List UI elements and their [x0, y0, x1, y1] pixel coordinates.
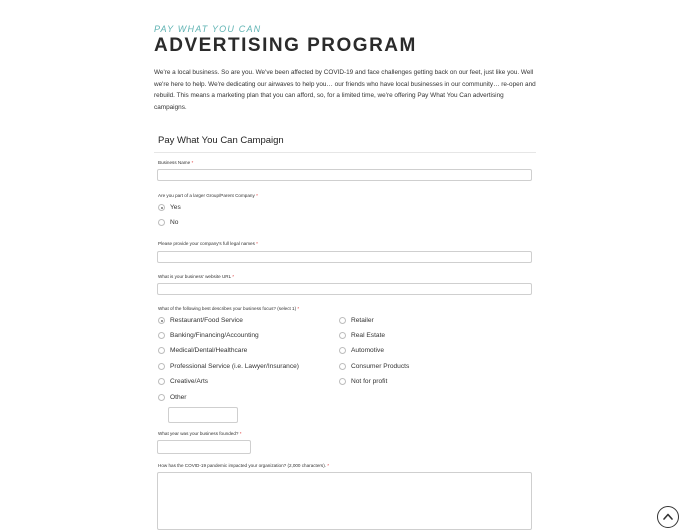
legal-names-label: Please provide your company's full legal names *: [158, 241, 258, 246]
covid-impact-label: How has the COVID-19 pandemic impacted your organization? (2,000 characters). *: [158, 463, 330, 468]
required-mark: *: [256, 193, 258, 198]
required-mark: *: [232, 274, 235, 279]
focus-option-other[interactable]: Other: [158, 394, 187, 401]
focus-option-banking[interactable]: Banking/Financing/Accounting: [158, 332, 259, 339]
radio-button[interactable]: [158, 394, 165, 401]
intro-paragraph: We're a local business. So are you. We've been affected by COVID-19 and face challenges getting back on our feet, just like you. Well we're here to help. We're dedicating our airwaves to help you… our friends who have local businesses in our community… re-open and rebuild. This means a marketing plan that you can afford, so, for a limited time, we're offering Pay What You Can advertising campaigns.: [154, 69, 536, 111]
parent-company-label: Are you part of a larger Group/Parent Company *: [158, 193, 258, 198]
focus-option-creative[interactable]: Creative/Arts: [158, 378, 208, 385]
page-eyebrow: PAY WHAT YOU CAN: [154, 24, 262, 34]
focus-option-automotive[interactable]: Automotive: [339, 347, 384, 354]
parent-company-no[interactable]: No: [158, 219, 178, 226]
website-label: What is your business' website URL *: [158, 274, 235, 279]
chevron-up-icon: [662, 511, 674, 523]
year-founded-input[interactable]: [157, 440, 251, 454]
required-mark: *: [191, 160, 194, 165]
required-mark: *: [327, 463, 330, 468]
radio-button[interactable]: [339, 317, 346, 324]
focus-option-retailer[interactable]: Retailer: [339, 317, 374, 324]
radio-button[interactable]: [158, 204, 165, 211]
page-title: ADVERTISING PROGRAM: [154, 35, 417, 56]
focus-option-restaurant[interactable]: Restaurant/Food Service: [158, 317, 243, 324]
radio-button[interactable]: [158, 219, 165, 226]
focus-option-medical[interactable]: Medical/Dental/Healthcare: [158, 347, 247, 354]
radio-button[interactable]: [158, 332, 165, 339]
parent-company-yes[interactable]: Yes: [158, 204, 181, 211]
radio-button[interactable]: [339, 363, 346, 370]
scroll-to-top-button[interactable]: [657, 506, 679, 528]
focus-option-not-for-profit[interactable]: Not for profit: [339, 378, 387, 385]
focus-option-consumer-products[interactable]: Consumer Products: [339, 363, 409, 370]
page-header: [154, 24, 538, 113]
radio-button[interactable]: [339, 347, 346, 354]
year-founded-label: What year was your business founded? *: [158, 431, 242, 436]
business-name-input[interactable]: [157, 169, 532, 181]
business-focus-label: What of the following best describes your business focus? (select 1) *: [158, 306, 300, 311]
website-input[interactable]: [157, 283, 532, 295]
radio-button[interactable]: [339, 378, 346, 385]
covid-impact-textarea[interactable]: [157, 472, 532, 530]
form-title: Pay What You Can Campaign: [158, 135, 284, 146]
required-mark: *: [239, 431, 242, 436]
legal-names-input[interactable]: [157, 251, 532, 263]
required-mark: *: [256, 241, 258, 246]
focus-option-professional[interactable]: Professional Service (i.e. Lawyer/Insurance): [158, 363, 299, 370]
radio-button[interactable]: [158, 363, 165, 370]
focus-other-input[interactable]: [168, 407, 238, 423]
radio-button[interactable]: [158, 378, 165, 385]
focus-option-real-estate[interactable]: Real Estate: [339, 332, 385, 339]
radio-button[interactable]: [339, 332, 346, 339]
required-mark: *: [297, 306, 300, 311]
form-divider: [154, 152, 536, 153]
business-name-label: Business Name *: [158, 160, 194, 165]
radio-button[interactable]: [158, 317, 165, 324]
radio-button[interactable]: [158, 347, 165, 354]
